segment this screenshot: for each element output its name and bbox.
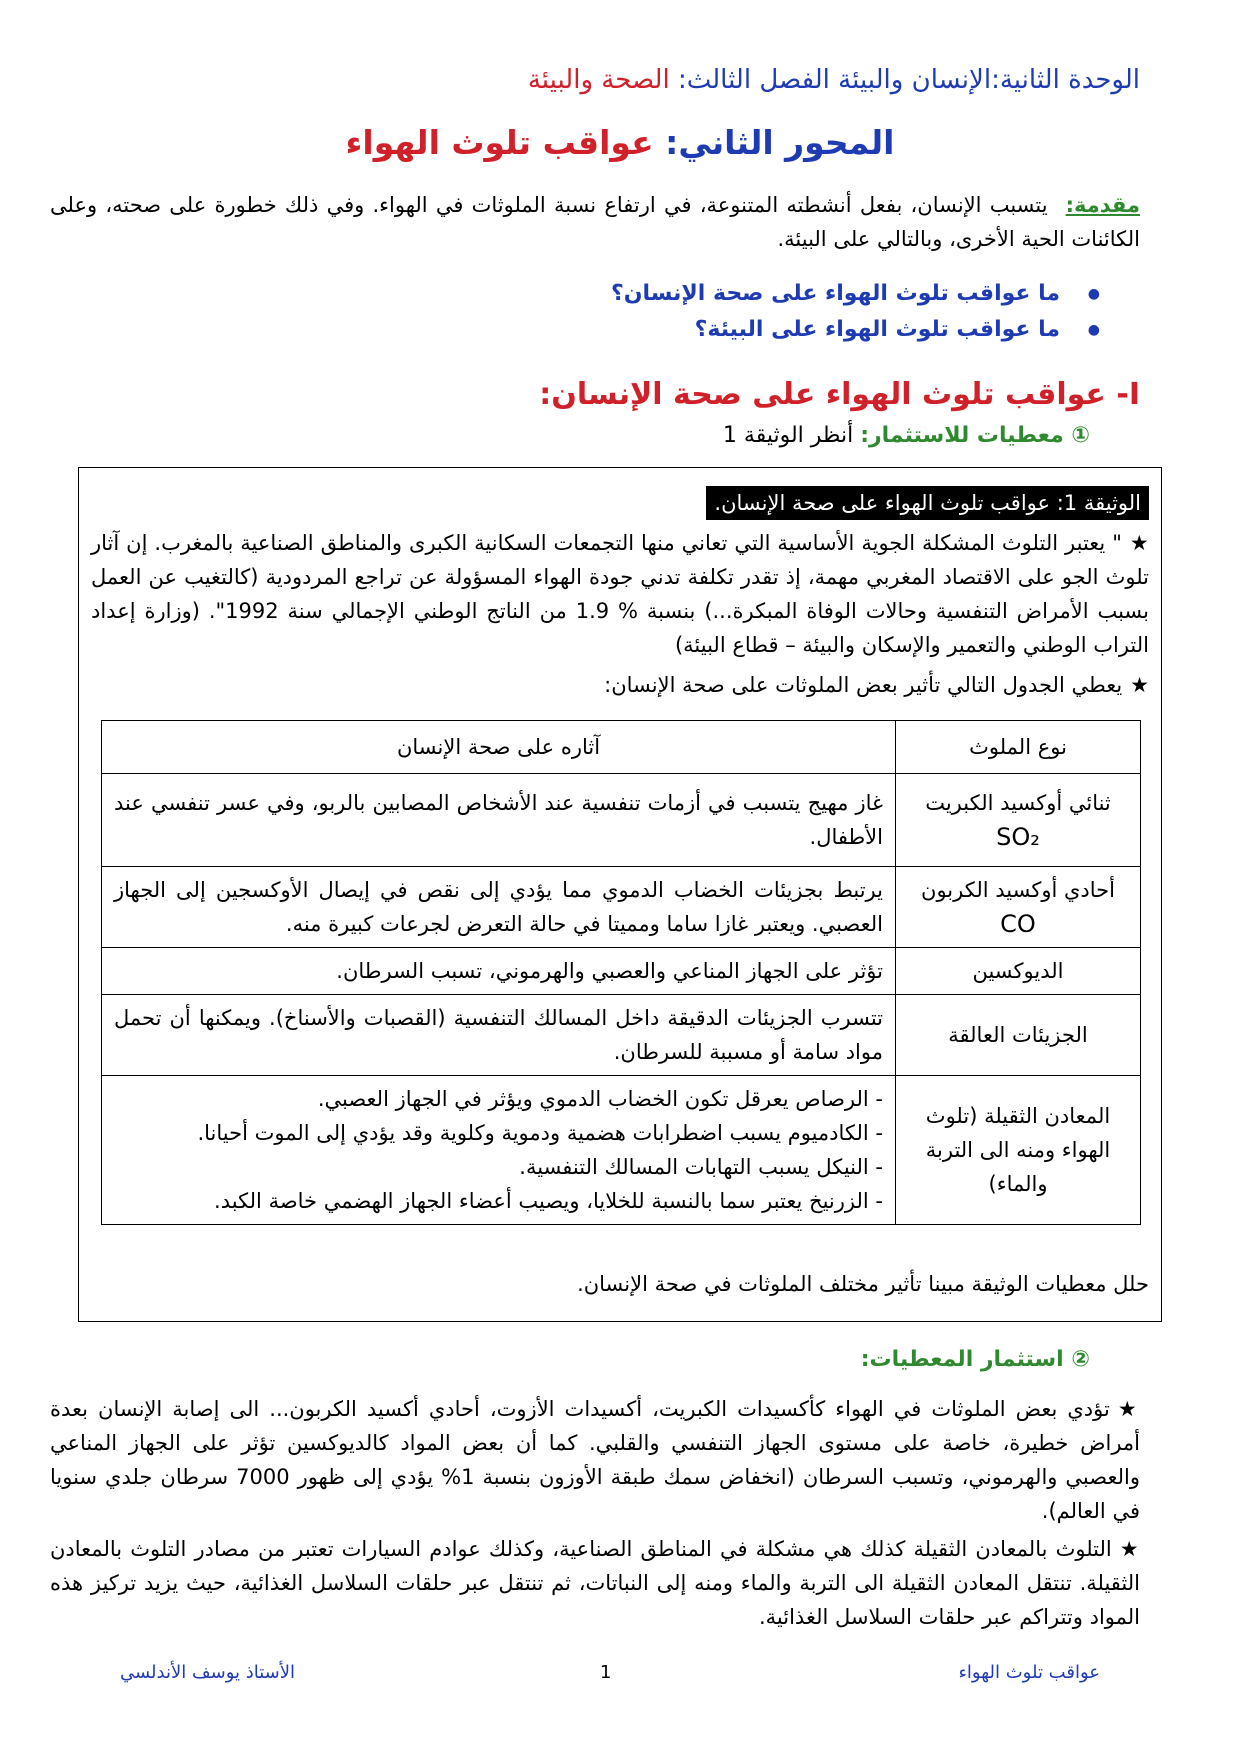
pollutant-cell: الديوكسين (896, 948, 1141, 995)
section-1-title: I- عواقب تلوث الهواء على صحة الإنسان: (539, 377, 1140, 412)
subsection-1-label: ① معطيات للاستثمار: (860, 423, 1090, 448)
header-pollutant: نوع الملوث (896, 721, 1141, 774)
document-1-paragraph (91, 526, 1149, 662)
paragraph-text: التلوث بالمعادن الثقيلة كذلك هي مشكلة في المناطق الصناعية، وكذلك عوادم السيارات تعتبر من مصادر التلوث بالمعادن الثقيلة. تنتقل المعادن الثقيلة الى التربة والماء ومنه إلى النباتات، ثم تنتقل عبر حلقات السلاسل الغذائية، حيث يزيد تركيز هذه المواد وتتراكم عبر حلقات السلاسل الغذائية. (50, 1537, 1140, 1629)
table-intro (91, 668, 1149, 702)
table-row (102, 995, 1141, 1076)
table-row (102, 867, 1141, 948)
header-effects: آثاره على صحة الإنسان (102, 721, 896, 774)
axis-heading (0, 118, 1240, 168)
star-icon: ★ (1119, 1537, 1140, 1561)
table-row (102, 1076, 1141, 1225)
table-intro-text: يعطي الجدول التالي تأثير بعض الملوثات على صحة الإنسان: (604, 673, 1123, 697)
subsection-1 (190, 416, 1090, 456)
subsection-2-label: ② استثمار المعطيات: (860, 1347, 1090, 1372)
chapter-name: الصحة والبيئة (527, 65, 678, 95)
chapter-heading (528, 65, 830, 95)
footer-topic: عواقب تلوث الهواء (958, 1662, 1100, 1683)
effect-line: - النيكل يسبب التهابات المسالك التنفسية. (519, 1155, 883, 1179)
table-header-row (102, 721, 1141, 774)
star-icon: ★ (1130, 673, 1149, 697)
unit-heading (100, 60, 1140, 100)
pollutant-cell (896, 867, 1141, 948)
exploitation-paragraph-2 (50, 1532, 1140, 1634)
pollutants-table (101, 720, 1141, 1225)
effects-cell: تؤثر على الجهاز المناعي والعصبي والهرموني، تسبب السرطان. (102, 948, 896, 995)
effect-line: - الزرنيخ يعتبر سما بالنسبة للخلايا، ويصيب أعضاء الجهاز الهضمي خاصة الكبد. (214, 1189, 883, 1213)
table-row (102, 774, 1141, 867)
effect-line: - الرصاص يعرقل تكون الخضاب الدموي ويؤثر في الجهاز العصبي. (317, 1087, 883, 1111)
page-number: 1 (600, 1662, 612, 1683)
unit-name: الإنسان والبيئة (838, 65, 992, 95)
unit-prefix: الوحدة الثانية: (991, 65, 1140, 95)
exploitation-paragraph-1 (50, 1392, 1140, 1528)
intro-label: مقدمة: (1065, 193, 1140, 217)
pollutant-cell (896, 774, 1141, 867)
pollutant-formula: SO₂ (996, 823, 1040, 851)
question-item: ● ما عواقب تلوث الهواء على البيئة؟ (100, 312, 1100, 348)
intro-text: يتسبب الإنسان، بفعل أنشطته المتنوعة، في ارتفاع نسبة الملوثات في الهواء. وفي ذلك خطورة على صحته، وعلى الكائنات الحية الأخرى، وبالتالي على البيئة. (50, 193, 1140, 251)
paragraph-text: تؤدي بعض الملوثات في الهواء كأكسيدات الكبريت، أكسيدات الأزوت، أحادي أكسيد الكربون... الى إصابة الإنسان بعدة أمراض خطيرة، خاصة على مستوى الجهاز التنفسي والقلبي. كما أن بعض المواد كالديوكسين تؤثر على الجهاز المناعي والعصبي والهرموني، وتسبب السرطان (انخفاض سمك طبقة الأوزون بنسبة 1% يؤدي إلى ظهور 7000 سرطان جلدي سنويا في العالم). (50, 1397, 1140, 1523)
effects-cell: تتسرب الجزيئات الدقيقة داخل المسالك التنفسية (القصبات والأسناخ). ويمكنها أن تحمل مواد سامة أو مسببة للسرطان. (102, 995, 896, 1076)
pollutant-cell: المعادن الثقيلة (تلوث الهواء ومنه الى التربة والماء) (896, 1076, 1141, 1225)
document-1-task: حلل معطيات الوثيقة مبينا تأثير مختلف الملوثات في صحة الإنسان. (577, 1272, 1149, 1296)
chapter-label: الفصل الثالث: (677, 65, 830, 95)
pollutant-name: ثنائي أوكسيد الكبريت (925, 791, 1111, 815)
pollutant-formula: CO (1000, 910, 1036, 938)
pollutant-cell: الجزيئات العالقة (896, 995, 1141, 1076)
effects-cell (102, 1076, 896, 1225)
star-icon: ★ (1129, 531, 1149, 555)
guiding-questions (100, 276, 1100, 348)
effects-cell: غاز مهيج يتسبب في أزمات تنفسية عند الأشخاص المصابين بالربو، وفي عسر تنفسي عند الأطفال. (102, 774, 896, 867)
axis-label: المحور الثاني: (665, 123, 895, 162)
footer-author: الأستاذ يوسف الأندلسي (120, 1662, 296, 1683)
effect-line: - الكادميوم يسبب اضطرابات هضمية ودموية وكلوية وقد يؤدي إلى الموت أحيانا. (197, 1121, 883, 1145)
subsection-1-text: أنظر الوثيقة 1 (722, 423, 854, 448)
star-icon: ★ (1117, 1397, 1141, 1421)
effects-cell: يرتبط بجزيئات الخضاب الدموي مما يؤدي إلى نقص في إيصال الأوكسجين إلى الجهاز العصبي. ويعتبر غازا ساما ومميتا في حالة التعرض لجرعات كبيرة منه. (102, 867, 896, 948)
question-item: ● ما عواقب تلوث الهواء على صحة الإنسان؟ (100, 276, 1100, 312)
page-footer (0, 1662, 1240, 1692)
document-1-title: الوثيقة 1: عواقب تلوث الهواء على صحة الإنسان. (706, 486, 1149, 520)
document-1-quote: " يعتبر التلوث المشكلة الجوية الأساسية التي تعاني منها التجمعات السكانية الكبرى والمناطق الصناعية بالمغرب. إن آثار تلوث الجو على الاقتصاد المغربي مهمة، إذ تقدر تكلفة تدني جودة الهواء المسؤولة عن تراجع المردودية (كالتغيب عن العمل بسبب الأمراض التنفسية وحالات الوفاة المبكرة...) بنسبة % 1.9 من الناتج الوطني الإجمالي سنة 1992". (وزارة إعداد التراب الوطني والتعمير والإسكان والبيئة – قطاع البيئة) (91, 531, 1149, 657)
document-1-box (78, 467, 1162, 1322)
introduction (50, 188, 1140, 256)
pollutant-name: أحادي أوكسيد الكربون (921, 878, 1115, 902)
axis-title: عواقب تلوث الهواء (345, 123, 654, 162)
table-row (102, 948, 1141, 995)
